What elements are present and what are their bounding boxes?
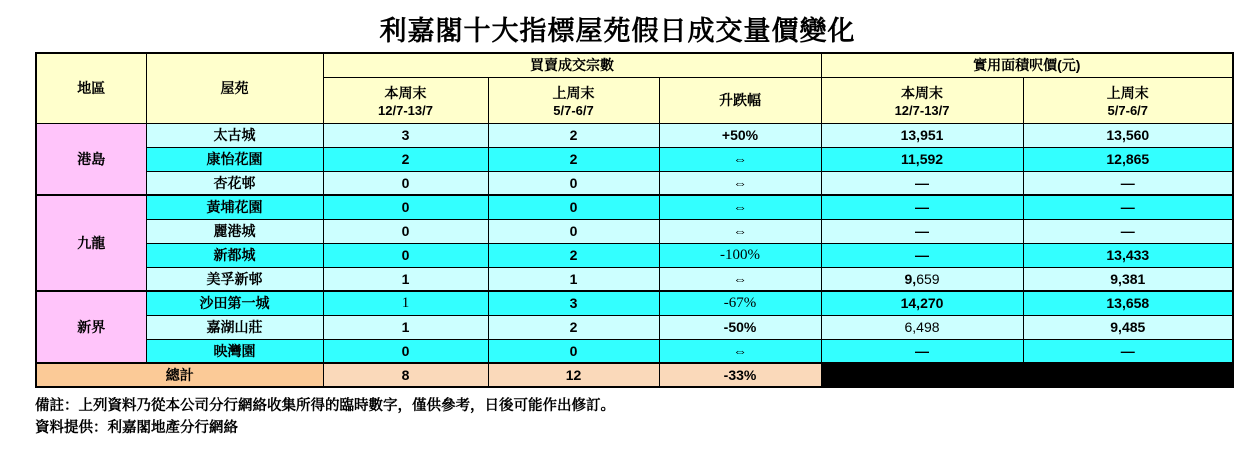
txn-this-cell: 1 xyxy=(323,267,488,291)
price-last-cell: 9,381 xyxy=(1023,267,1233,291)
txn-last-cell: 2 xyxy=(488,243,659,267)
txn-last-cell: 0 xyxy=(488,339,659,363)
price-last-cell: 12,865 xyxy=(1023,147,1233,171)
txn-this-cell: 3 xyxy=(323,123,488,147)
region-cell-hong-kong-island: 港島 xyxy=(36,123,146,195)
price-this-cell: 9,659 xyxy=(821,267,1023,291)
region-cell-new-territories: 新界 xyxy=(36,291,146,363)
footnotes xyxy=(35,395,1235,440)
header-last-weekend-dates: 5/7-6/7 xyxy=(1107,102,1149,118)
change-cell: +50% xyxy=(659,123,821,147)
footnote-source: 資料提供：利嘉閣地產分行網絡 xyxy=(35,420,238,437)
txn-this-cell: 0 xyxy=(323,219,488,243)
price-this-cell: 11,592 xyxy=(821,147,1023,171)
txn-this-cell: 0 xyxy=(323,195,488,219)
change-cell: ⇔ xyxy=(659,171,821,195)
change-cell: -67% xyxy=(659,291,821,315)
estate-cell: 沙田第一城 xyxy=(146,291,323,315)
header-change: 升跌幅 xyxy=(659,77,821,123)
price-last-cell: 13,560 xyxy=(1023,123,1233,147)
header-txn-last-weekend xyxy=(488,77,659,123)
price-last-cell: — xyxy=(1023,219,1233,243)
change-cell: ⇔ xyxy=(659,219,821,243)
change-cell: ⇔ xyxy=(659,195,821,219)
table-row xyxy=(36,195,1233,219)
txn-last-cell: 0 xyxy=(488,219,659,243)
estate-cell: 太古城 xyxy=(146,123,323,147)
estate-cell: 黃埔花園 xyxy=(146,195,323,219)
table-row xyxy=(36,267,1233,291)
txn-last-cell: 0 xyxy=(488,171,659,195)
txn-this-cell: 2 xyxy=(323,147,488,171)
header-estate: 屋苑 xyxy=(146,53,323,123)
table-row xyxy=(36,339,1233,363)
header-this-weekend-label: 本周末 xyxy=(901,84,944,101)
txn-this-cell: 0 xyxy=(323,171,488,195)
table-row xyxy=(36,123,1233,147)
estate-cell: 新都城 xyxy=(146,243,323,267)
total-row xyxy=(36,363,1233,387)
page-title: 利嘉閣十大指標屋苑假日成交量價變化 xyxy=(379,16,856,46)
header-last-weekend-label: 上周末 xyxy=(552,84,595,101)
header-group-price: 實用面積呎價(元) xyxy=(821,53,1233,77)
price-last-cell: — xyxy=(1023,195,1233,219)
price-this-cell: — xyxy=(821,219,1023,243)
header-last-weekend-dates: 5/7-6/7 xyxy=(553,102,594,118)
price-last-cell: 13,658 xyxy=(1023,291,1233,315)
txn-last-cell: 3 xyxy=(488,291,659,315)
price-this-cell: 14,270 xyxy=(821,291,1023,315)
estate-cell: 映灣園 xyxy=(146,339,323,363)
header-price-this-weekend xyxy=(821,77,1023,123)
header-price-last-weekend xyxy=(1023,77,1233,123)
header-txn-this-weekend xyxy=(323,77,488,123)
price-last-cell: 9,485 xyxy=(1023,315,1233,339)
header-this-weekend-dates: 12/7-13/7 xyxy=(894,102,950,118)
price-this-cell: 13,951 xyxy=(821,123,1023,147)
price-this-cell: — xyxy=(821,339,1023,363)
change-cell: ⇔ xyxy=(659,147,821,171)
txn-last-cell: 1 xyxy=(488,267,659,291)
table-row xyxy=(36,219,1233,243)
change-cell: ⇔ xyxy=(659,339,821,363)
estates-table xyxy=(35,52,1234,388)
header-region: 地區 xyxy=(36,53,146,123)
estate-cell: 康怡花園 xyxy=(146,147,323,171)
total-txn-this-cell: 8 xyxy=(323,363,488,387)
change-cell: -50% xyxy=(659,315,821,339)
header-last-weekend-label: 上周末 xyxy=(1106,84,1149,101)
price-this-cell: — xyxy=(821,195,1023,219)
price-this-cell: — xyxy=(821,171,1023,195)
txn-last-cell: 0 xyxy=(488,195,659,219)
txn-this-cell: 1 xyxy=(323,315,488,339)
header-this-weekend-dates: 12/7-13/7 xyxy=(378,102,433,118)
txn-this-cell: 1 xyxy=(323,291,488,315)
table-row xyxy=(36,291,1233,315)
price-last-cell: — xyxy=(1023,339,1233,363)
estate-cell: 美孚新邨 xyxy=(146,267,323,291)
txn-last-cell: 2 xyxy=(488,123,659,147)
price-this-cell: 6,498 xyxy=(821,315,1023,339)
footnote-remark: 備註：上列資料乃從本公司分行網絡收集所得的臨時數字，僅供參考，日後可能作出修訂。 xyxy=(35,398,615,414)
txn-last-cell: 2 xyxy=(488,147,659,171)
header-group-transactions: 買賣成交宗數 xyxy=(323,53,821,77)
table-row xyxy=(36,315,1233,339)
change-cell: ⇔ xyxy=(659,267,821,291)
table-row xyxy=(36,147,1233,171)
total-price-blackout-cell xyxy=(821,363,1233,387)
table-row xyxy=(36,171,1233,195)
price-this-cell: — xyxy=(821,243,1023,267)
total-txn-last-cell: 12 xyxy=(488,363,659,387)
estate-cell: 麗港城 xyxy=(146,219,323,243)
header-this-weekend-label: 本周末 xyxy=(384,84,427,101)
price-last-cell: — xyxy=(1023,171,1233,195)
txn-this-cell: 0 xyxy=(323,339,488,363)
region-cell-kowloon: 九龍 xyxy=(36,195,146,291)
table-row xyxy=(36,243,1233,267)
change-cell: -100% xyxy=(659,243,821,267)
total-change-cell: -33% xyxy=(659,363,821,387)
price-last-cell: 13,433 xyxy=(1023,243,1233,267)
txn-this-cell: 0 xyxy=(323,243,488,267)
estate-cell: 嘉湖山莊 xyxy=(146,315,323,339)
txn-last-cell: 2 xyxy=(488,315,659,339)
total-label-cell: 總計 xyxy=(36,363,323,387)
estate-cell: 杏花邨 xyxy=(146,171,323,195)
